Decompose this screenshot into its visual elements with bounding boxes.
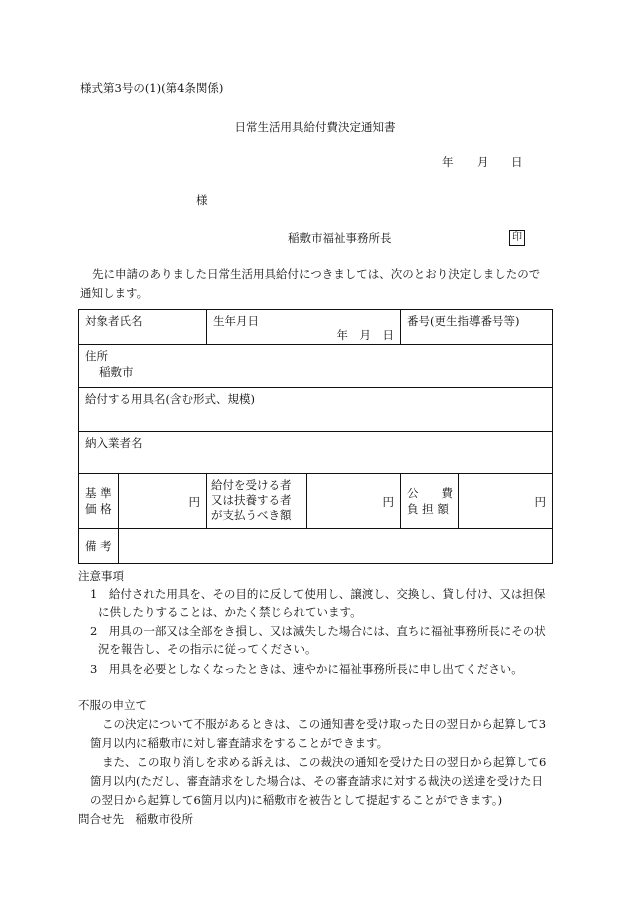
remarks-label: 備 考 [85,539,112,553]
recipient-honorific: 様 [196,193,208,207]
contact-line: 問合せ先 稲敷市役所 [78,812,193,826]
decision-table [78,309,553,564]
base-price-yen: 円 [188,495,200,509]
date-day: 日 [511,155,523,169]
appeal-p1-line-1: この決定について不服があるときは、この通知書を受け取った日の翌日から起算して3 [102,717,547,731]
remarks-label-cell [79,529,119,564]
vendor-label: 納入業者名 [85,436,143,450]
appeal-p1-line-2: 箇月以内に稲敷市に対し審査請求をすることができます。 [90,736,389,750]
payer-label-1: 給付を受ける者 [211,478,292,492]
public-label-1: 公 費 [407,486,454,500]
note-2-line-1: 2 用具の一部又は全部をき損し、又は滅失した場合には、直ちに福祉事務所長にその状 [90,624,546,638]
address-label: 住所 [85,349,108,363]
payer-label-3: が支払うべき額 [211,508,292,522]
item-label: 給付する用具名(含む形式、規模) [85,392,255,406]
note-1-line-2: に供したりすることは、かたく禁じられています。 [98,605,362,619]
form-id: 様式第3号の(1)(第4条関係) [80,81,224,95]
issuer-name: 稲敷市福祉事務所長 [288,231,392,245]
base-price-label-1: 基 準 [85,486,112,500]
address-cell [79,345,553,388]
base-price-label-cell [79,474,119,529]
birthdate-ymd: 年 月 日 [336,328,395,342]
document-title: 日常生活用具給付費決定通知書 [234,120,396,134]
remarks-value-cell [119,529,553,564]
vendor-cell [79,432,553,474]
public-value-cell [459,474,553,529]
payer-label-2: 又は扶養する者 [211,493,292,507]
payer-label-cell [207,474,307,529]
note-1-line-1: 1 給付された用具を、その目的に反して使用し、譲渡し、交換し、貸し付け、又は担保 [90,587,546,601]
intro-line-2: 通知します。 [80,286,149,300]
date-month: 月 [477,155,489,169]
note-3: 3 用具を必要としなくなったときは、速やかに福祉事務所長に申し出てください。 [90,662,523,676]
public-label-2: 負 担 額 [407,502,449,516]
payer-yen: 円 [382,495,395,509]
notes-heading: 注意事項 [78,569,124,583]
appeal-p2-line-1: また、この取り消しを求める訴えは、この裁決の通知を受けた日の翌日から起算して6 [102,755,547,769]
public-label-cell [401,474,459,529]
public-yen: 円 [534,495,547,509]
number-cell [401,310,553,345]
item-cell [79,388,553,432]
note-2-line-2: 況を報告し、その指示に従ってください。 [98,642,317,656]
appeal-p2-line-2: 箇月以内(ただし、審査請求をした場合は、その審査請求に対する裁決の送達を受けた日 [90,774,543,788]
base-price-label-2: 価 格 [85,502,112,516]
name-cell [79,310,207,345]
payer-value-cell [307,474,401,529]
base-price-value-cell [119,474,207,529]
number-label: 番号(更生指導番号等) [407,314,520,328]
seal-mark: 印 [509,230,525,246]
appeal-p2-line-3: の翌日から起算して6箇月以内)に稲敷市を被告として提起することができます。) [90,793,503,807]
date-year: 年 [442,155,454,169]
address-value: 稲敷市 [99,365,134,379]
name-label: 対象者氏名 [85,314,143,328]
appeal-heading: 不服の申立て [78,698,147,712]
birthdate-cell [207,310,401,345]
birthdate-label: 生年月日 [213,314,259,328]
intro-line-1: 先に申請のありました日常生活用具給付につきましては、次のとおり決定しましたので [92,267,541,281]
